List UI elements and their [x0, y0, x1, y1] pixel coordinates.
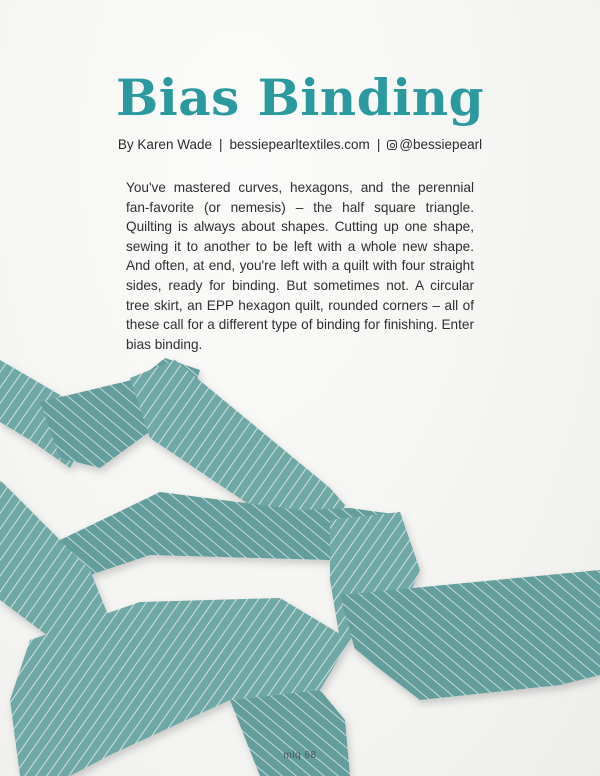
page-folio: mlq 68 — [283, 750, 317, 761]
ribbon-segment-bottom-right — [230, 690, 350, 776]
intro-paragraph: You've mastered curves, hexagons, and the perennial fan-favorite (or nemesis) – the half square triangle. Quilting is always about shapes. Cutting up one shape, sewing it to another to be left with a whole new shape. And often, at end, you're left with a quilt with four straight sides, ready for binding. But sometimes not. A circular tree skirt, an EPP hexagon quilt, rounded corners – all of these call for a different type of binding for finishing. Enter bias binding. — [126, 180, 474, 352]
byline-author: By Karen Wade — [117, 137, 212, 152]
byline-instagram[interactable]: @bessiepearl — [399, 137, 483, 152]
byline — [0, 137, 600, 152]
byline-website[interactable]: bessiepearltextiles.com — [229, 137, 370, 152]
separator: | — [218, 137, 223, 152]
separator: | — [376, 137, 381, 152]
article-title: Bias Binding — [115, 68, 485, 127]
instagram-icon — [387, 140, 397, 150]
bias-binding-ribbon-photo — [0, 340, 600, 776]
